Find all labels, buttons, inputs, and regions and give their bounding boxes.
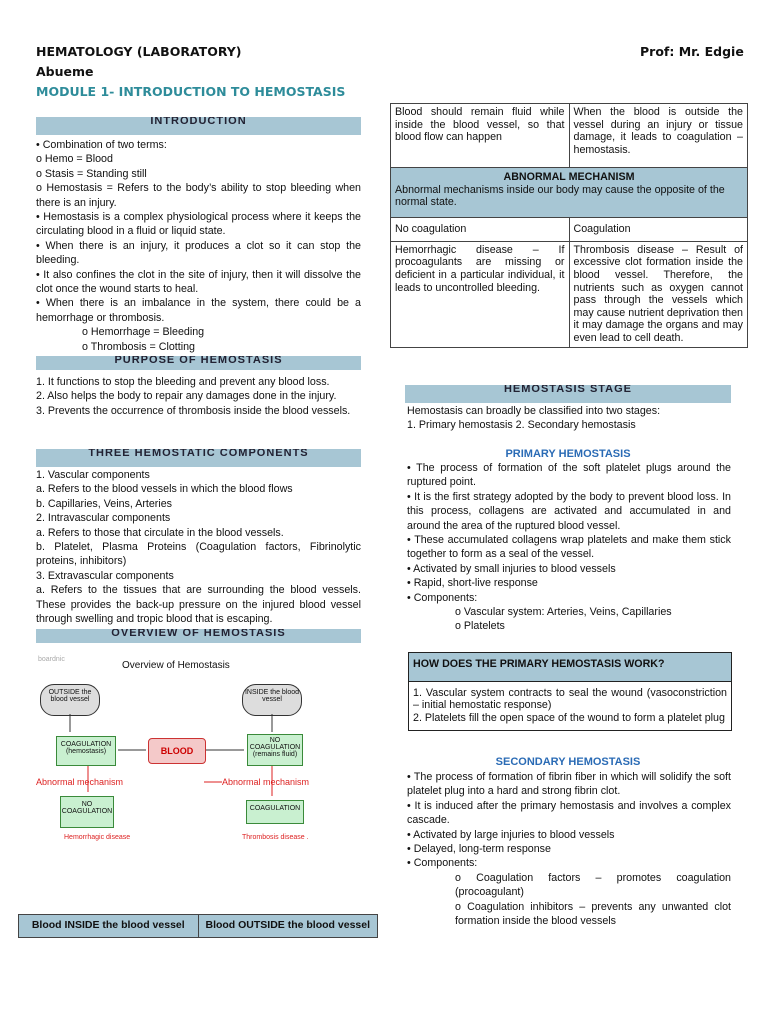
primary-section: • The process of formation of the soft platelet plugs around the ruptured point. • It is the first strategy adopted by the body to prevent blood loss. In this process, collagens are activated and accumulated in and around the area of the ruptured blood vessel. • These accumulated collagens wrap platelets and make them stick together to form as a seal of the vessel. • Activated by small injuries to blood vessels • Rapid, short-live response • Components: o Vascular system: Arteries, Veins, Capillaries o Platelets [407, 462, 731, 633]
bottom-table [18, 914, 378, 938]
outside-description: When the blood is outside the vessel during an injury or tissue damage, it leads to coagulation – hemostasis. [569, 104, 748, 168]
primary-title: PRIMARY HEMOSTASIS [505, 448, 631, 460]
professor: Prof: Mr. Edgie [640, 44, 744, 59]
overview-bar: OVERVIEW OF HEMOSTASIS [36, 629, 361, 643]
components-section: 1. Vascular components a. Refers to the blood vessels in which the blood flows b. Capillaries, Veins, Arteries 2. Intravascular components a. Refers to those that circulate in the blood vessels. b. Platelet, Plasma Proteins (Coagulation factors, Fibrinolytic proteins, inhibitors) 3. Extravascular components a. Refers to the tissues that are surrounding the blood vessels. These provides the back-up pressure on the injured blood vessel through swelling and tropic blood that is escaping. [36, 469, 361, 626]
overview-diagram [36, 650, 361, 850]
module-title: MODULE 1- INTRODUCTION TO HEMOSTASIS [36, 84, 346, 99]
coagulation-cell: Coagulation [569, 217, 748, 241]
nocoag-right-node: NO COAGULATION (remains fluid) [247, 734, 303, 766]
hemorrhagic-label: Hemorrhagic disease [64, 834, 131, 841]
watermark: boardnic [38, 656, 65, 663]
thrombosis-label: Thrombosis disease . [242, 834, 309, 841]
intro-bar: INTRODUCTION [36, 117, 361, 135]
intro-section: • Combination of two terms: o Hemo = Blood o Stasis = Standing still o Hemostasis = Refers to the body’s ability to stop bleeding when there is an injury. • Hemostasis is a complex physiological process where it keeps the circulating blood in a fluid or liquid state. • When there is an injury, it produces a clot so it can stop the bleeding. • It also confines the clot in the site of injury, then it will dissolve the clot once the wound starts to heal. • When there is an imbalance in the system, there could be a hemorrhage or thrombosis. o Hemorrhage = Bleeding o Thrombosis = Clotting [36, 139, 361, 353]
abnormal-title: ABNORMAL MECHANISM [503, 171, 635, 183]
outside-node: OUTSIDE the blood vessel [40, 684, 100, 716]
inside-description: Blood should remain fluid while inside the blood vessel, so that blood flow can happen [391, 104, 570, 168]
components-bar: THREE HEMOSTATIC COMPONENTS [36, 449, 361, 467]
how-title: HOW DOES THE PRIMARY HEMOSTASIS WORK? [409, 653, 732, 682]
outside-header: Blood OUTSIDE the blood vessel [198, 915, 378, 938]
diagram-arrows [36, 650, 361, 850]
author: Abueme [36, 64, 94, 79]
inside-node: INSIDE the blood vessel [242, 684, 302, 716]
abnormal-text: Abnormal mechanisms inside our body may cause the opposite of the normal state. [395, 183, 725, 209]
no-coagulation-cell: No coagulation [391, 217, 570, 241]
coag-left-node: COAGULATION (hemostasis) [56, 736, 116, 766]
nocoag-bottom-node: NO COAGULATION [60, 796, 114, 828]
course-title: HEMATOLOGY (LABORATORY) [36, 44, 242, 59]
abnormal-left-label: Abnormal mechanism [36, 777, 124, 787]
hemorrhagic-cell: Hemorrhagic disease – If procoagulants are missing or deficient in a particular individual, it leads to uncontrolled bleeding. [391, 241, 570, 347]
abnormal-right-label: Abnormal mechanism [222, 777, 310, 787]
stage-bar: HEMOSTASIS STAGE [405, 385, 731, 403]
secondary-title: SECONDARY HEMOSTASIS [495, 756, 641, 768]
purpose-bar: PURPOSE OF HEMOSTASIS [36, 356, 361, 370]
thrombosis-cell: Thrombosis disease – Result of excessive clot formation inside the blood vessel. Therefore, the nutrients such as oxygen cannot pass through the vessels which may cause nutrient deprivation then it may damage the organs and may even lead to cell death. [569, 241, 748, 347]
inside-header: Blood INSIDE the blood vessel [19, 915, 199, 938]
secondary-section: • The process of formation of fibrin fiber in which will solidify the soft platelet plug into a hard and strong fibrin clot. • It is induced after the primary hemostasis and involves a complex cascade. • Activated by large injuries to blood vessels • Delayed, long-term response • Components: o Coagulation factors – promotes coagulation (procoagulant) o Coagulation inhibitors – prevents any unwanted clot formation inside the blood vessels [407, 771, 731, 928]
how-box [408, 652, 732, 731]
abnormal-mechanism-row [391, 168, 748, 218]
coag-bottom-node: COAGULATION [246, 800, 304, 824]
purpose-section: 1. It functions to stop the bleeding and prevent any blood loss. 2. Also helps the body to repair any damages done in the injury. 3. Prevents the occurrence of thrombosis inside the blood vessels. [36, 376, 351, 417]
diagram-title: Overview of Hemostasis [122, 660, 230, 671]
mechanism-table [390, 103, 748, 348]
how-content: 1. Vascular system contracts to seal the wound (vasoconstriction – initial hemostatic response) 2. Platelets fill the open space of the wound to form a platelet plug [409, 681, 732, 731]
stage-section: Hemostasis can broadly be classified into two stages: 1. Primary hemostasis 2. Secondary hemostasis [407, 405, 661, 432]
blood-node: BLOOD [148, 738, 206, 764]
